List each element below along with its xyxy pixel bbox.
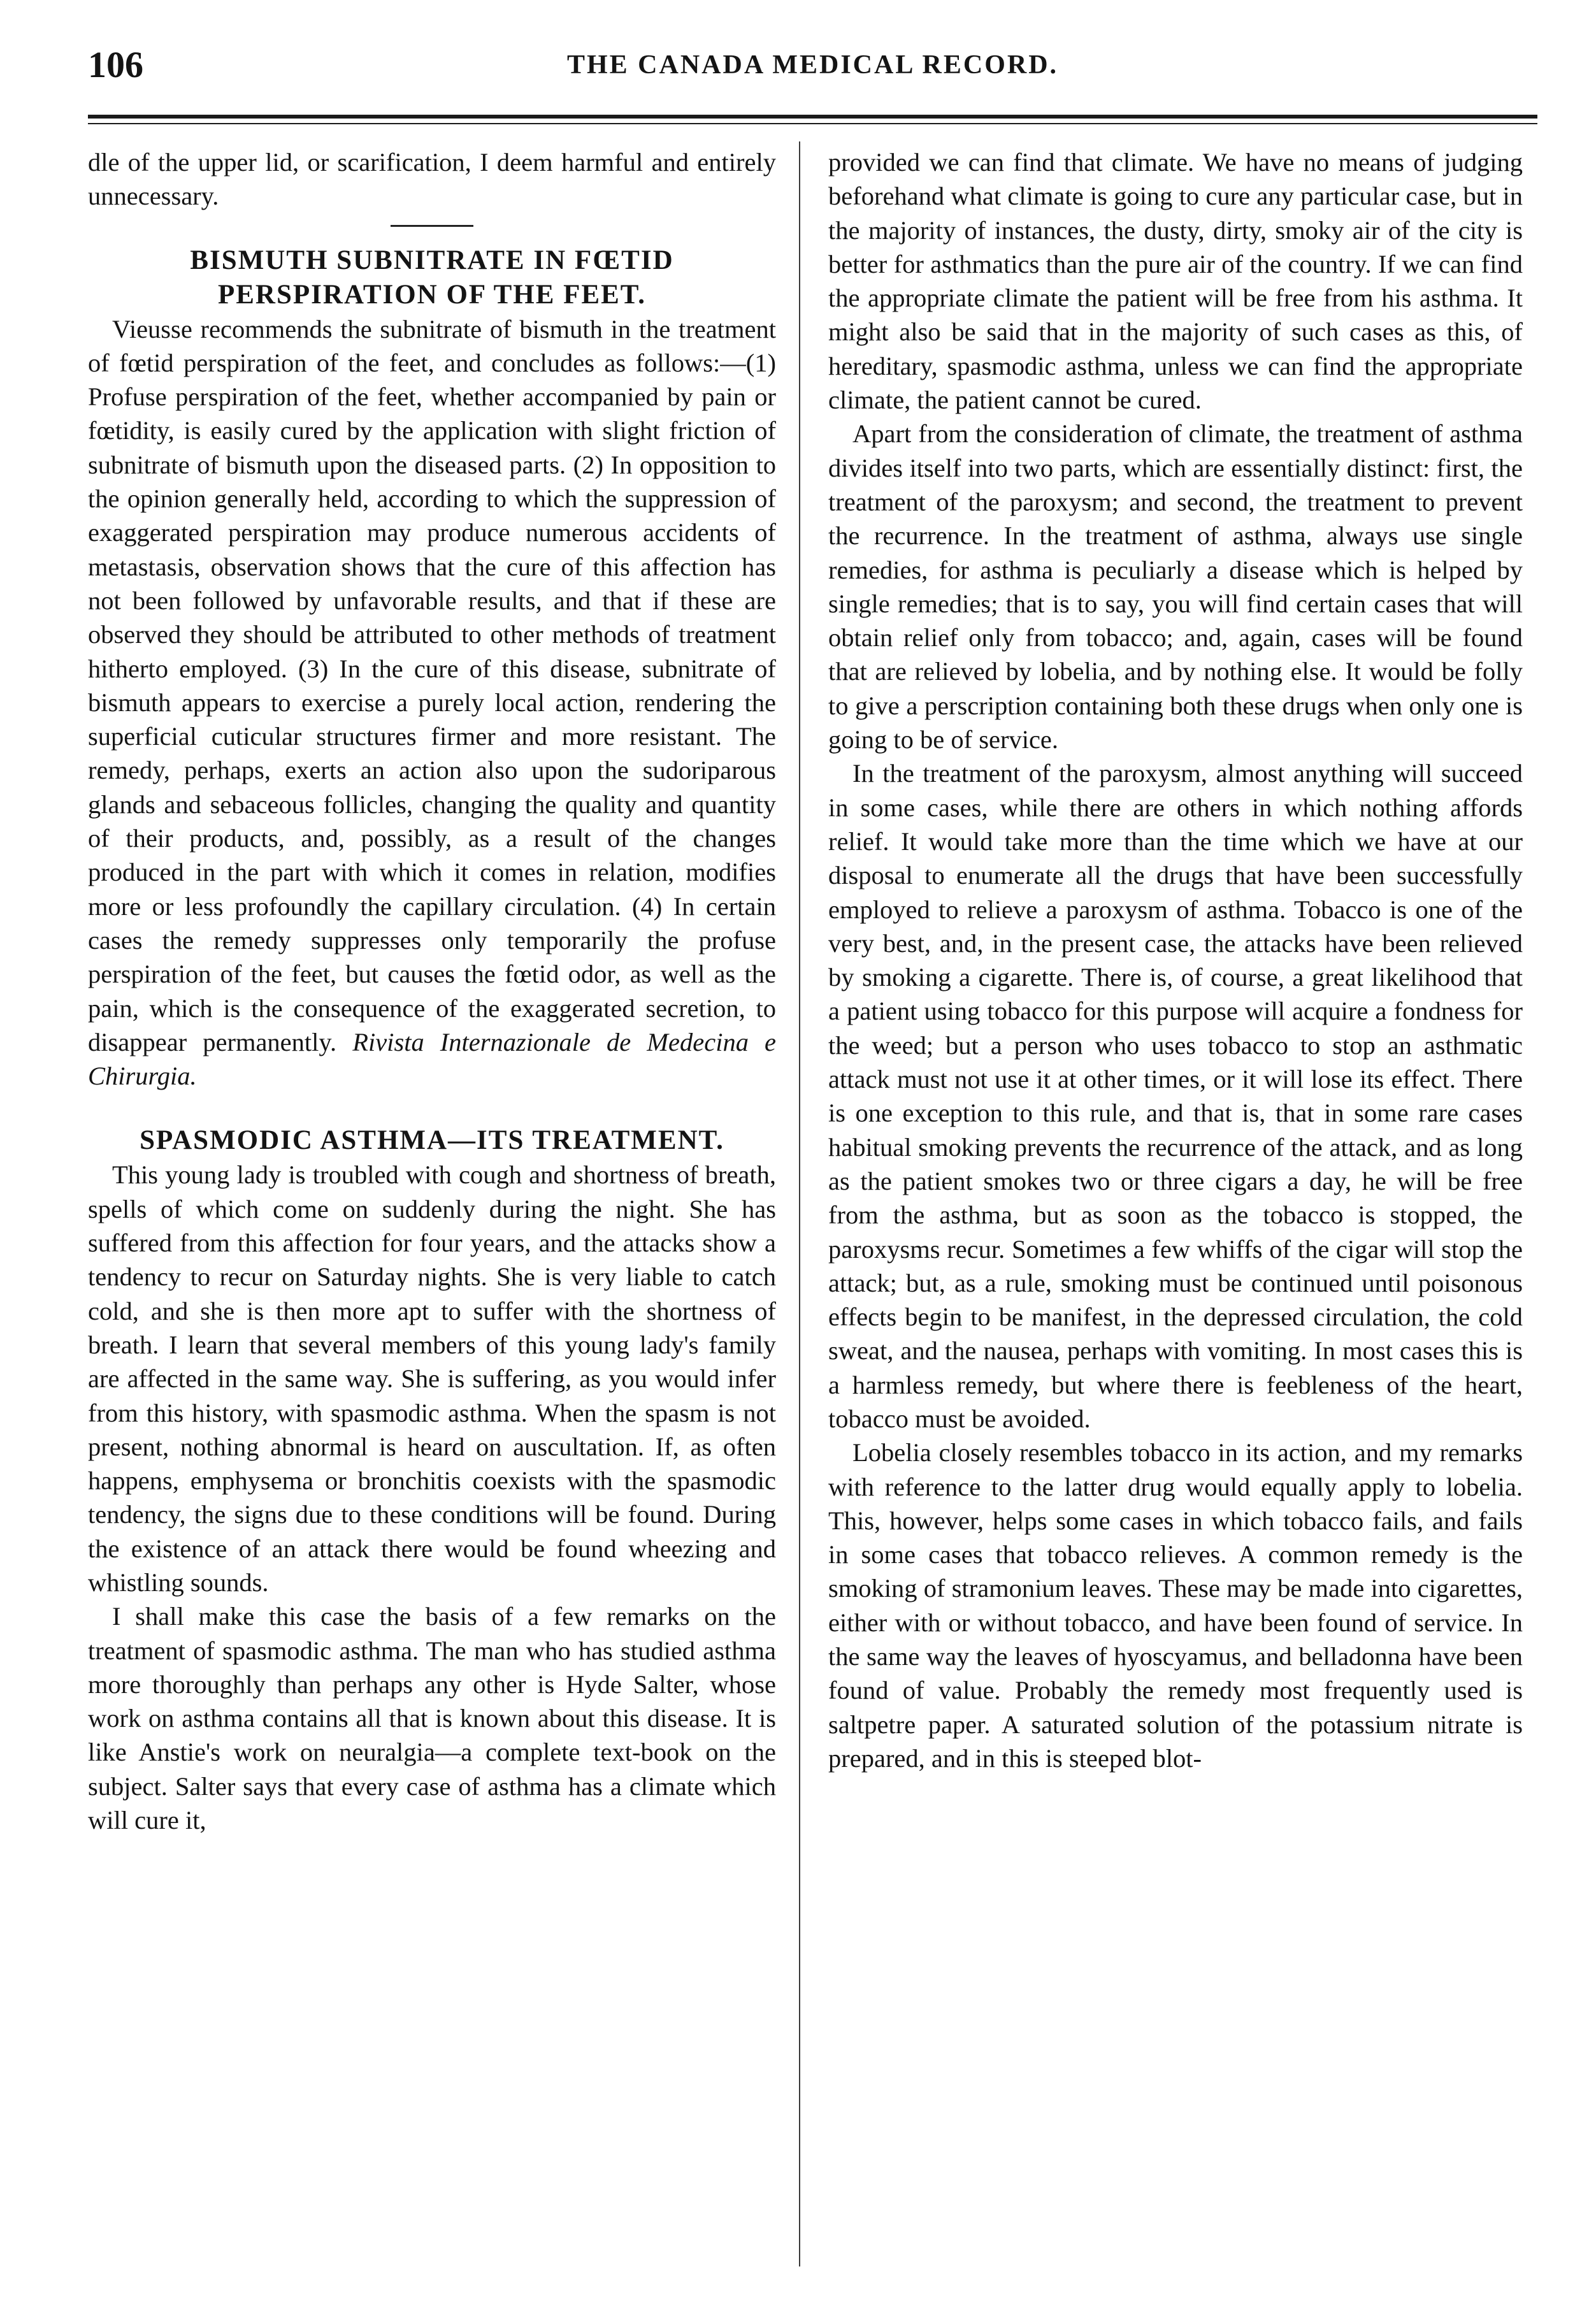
article-body-bismuth — [88, 312, 776, 1093]
right-paragraph-2: Apart from the consideration of climate, the treatment of asthma divides itself into two parts, which are essentially distinct: first, the treatment of the paroxysm; and second, the treatment to prevent the recurrence. In the treatment of asthma, always use single remedies, for asthma is peculiarly a disease which is helped by single remedies; that is to say, you will find certain cases that will obtain relief only from tobacco; and, again, cases will be found that are relieved by lobelia, and by nothing else. It would be folly to give a perscription containing both these drugs when only one is going to be of service. — [828, 419, 1523, 754]
article-heading-bismuth: BISMUTH SUBNITRATE IN FŒTID PERSPIRATION OF THE FEET. — [190, 245, 674, 310]
page-number: 106 — [88, 44, 143, 85]
section-divider — [391, 225, 473, 227]
left-column — [88, 145, 776, 1837]
asthma-paragraph-1: This young lady is troubled with cough and shortness of breath, spells of which come on suddenly during the night. She has suffered from this affection for four years, and the attacks show a tendency to recur on Saturday nights. She is very liable to catch cold, and she is then more apt to suffer with the shortness of breath. I learn that several members of this young lady's family are affected in the same way. She is suffering, as you would infer from this history, with spasmodic asthma. When the spasm is not present, nothing abnormal is heard on auscultation. If, as often happens, emphysema or bronchitis coexists with the spasmodic tendency, the signs due to these conditions will be found. During the existence of an attack there would be found wheezing and whistling sounds. — [88, 1160, 776, 1597]
header-rule-thin — [88, 123, 1537, 124]
right-paragraph-4: Lobelia closely resembles tobacco in its action, and my remarks with reference to the latter drug would equally apply to lobelia. This, however, helps some cases in which tobacco fails, and fails in some cases that tobacco relieves. A common remedy is the smoking of stramonium leaves. These may be made into cigarettes, either with or without tobacco, and have been found of service. In the same way the leaves of hyoscyamus, and belladonna have been found of value. Probably the remedy most frequently used is saltpetre paper. A saturated solution of the potassium nitrate is prepared, and in this is steeped blot- — [828, 1438, 1523, 1773]
header-rule-thick — [88, 115, 1537, 119]
right-paragraph-3: In the treatment of the paroxysm, almost anything will succeed in some cases, while there are others in which nothing affords relief. It would take more than the time which we have at our disposal to enumerate all the drugs that have been successfully employed to relieve a paroxysm of asthma. Tobacco is one of the very best, and, in the present case, the attacks have been relieved by smoking a cigarette. There is, of course, a great likelihood that a patient using tobacco for this purpose will acquire a fondness for the weed; but a person who uses tobacco to stop an asthmatic attack must not use it at other times, or it will lose its effect. There is one exception to this rule, and that is, that in some rare cases habitual smoking prevents the recurrence of the attack, and as long as the patient smokes two or three cigars a day, he will be free from the asthma, but as soon as the tobacco is stopped, the paroxysms recur. Sometimes a few whiffs of the cigar will stop the attack; but, as a rule, smoking must be continued until poisonous effects begin to be manifest, in the depressed circulation, the cold sweat, and the nausea, perhaps with vomiting. In most cases this is a harmless remedy, but where there is feebleness of the heart, tobacco must be avoided. — [828, 759, 1523, 1433]
continuation-paragraph: dle of the upper lid, or scarification, I deem harmful and entirely unnecessary. — [88, 148, 776, 211]
right-column — [828, 145, 1523, 1775]
article-heading-asthma: SPASMODIC ASTHMA—ITS TREATMENT. — [140, 1125, 724, 1156]
article-gap — [88, 1093, 776, 1123]
column-separator — [799, 141, 800, 2266]
asthma-paragraph-2: I shall make this case the basis of a few remarks on the treatment of spasmodic asthma. The man who has studied asthma more thoroughly than perhaps any other is Hyde Salter, whose work on asthma contains all that is known about this disease. It is like Anstie's work on neuralgia—a complete text-book on the subject. Salter says that every case of asthma has a climate which will cure it, — [88, 1602, 776, 1835]
citation: Rivista Internazionale de Medecina e Chirurgia. — [88, 1027, 777, 1091]
page-header — [88, 40, 1537, 90]
right-paragraph-1: provided we can find that climate. We have no means of judging beforehand what climate is going to cure any particular case, but in the majority of instances, the dusty, dirty, smoky air of the city is better for asthmatics than the pure air of the country. If we can find the appropriate climate the patient will be free from his asthma. It might also be said that in the majority of such cases as this, of hereditary, spasmodic asthma, unless we can find the appropriate climate, the patient cannot be cured. — [828, 148, 1523, 415]
bismuth-body-text: Vieusse recommends the subnitrate of bismuth in the treatment of fœtid perspiration of the feet, and concludes as follows:—(1) Profuse perspiration of the feet, whether accompanied by pain or fœtidity, is easily cured by the application with slight friction of subnitrate of bismuth upon the diseased parts. (2) In opposition to the opinion generally held, according to which the suppression of exaggerated perspiration may produce numerous accidents of metastasis, observation shows that the cure of this affection has not been followed by unfavorable results, and that if these are observed they should be attributed to other methods of treatment hitherto employed. (3) In the cure of this disease, subnitrate of bismuth appears to exercise a purely local action, rendering the superficial cuticular structures firmer and more resistant. The remedy, perhaps, exerts an action also upon the sudoriparous glands and sebaceous follicles, changing the quality and quantity of their products, and, possibly, as a result of the changes produced in the part with which it comes in relation, modifies more or less profoundly the capillary circulation. (4) In certain cases the remedy suppresses only temporarily the profuse perspiration of the feet, but causes the fœtid odor, as well as the pain, which is the consequence of the exaggerated secretion, to disappear permanently. — [88, 314, 776, 1056]
running-head: THE CANADA MEDICAL RECORD. — [566, 50, 1059, 80]
